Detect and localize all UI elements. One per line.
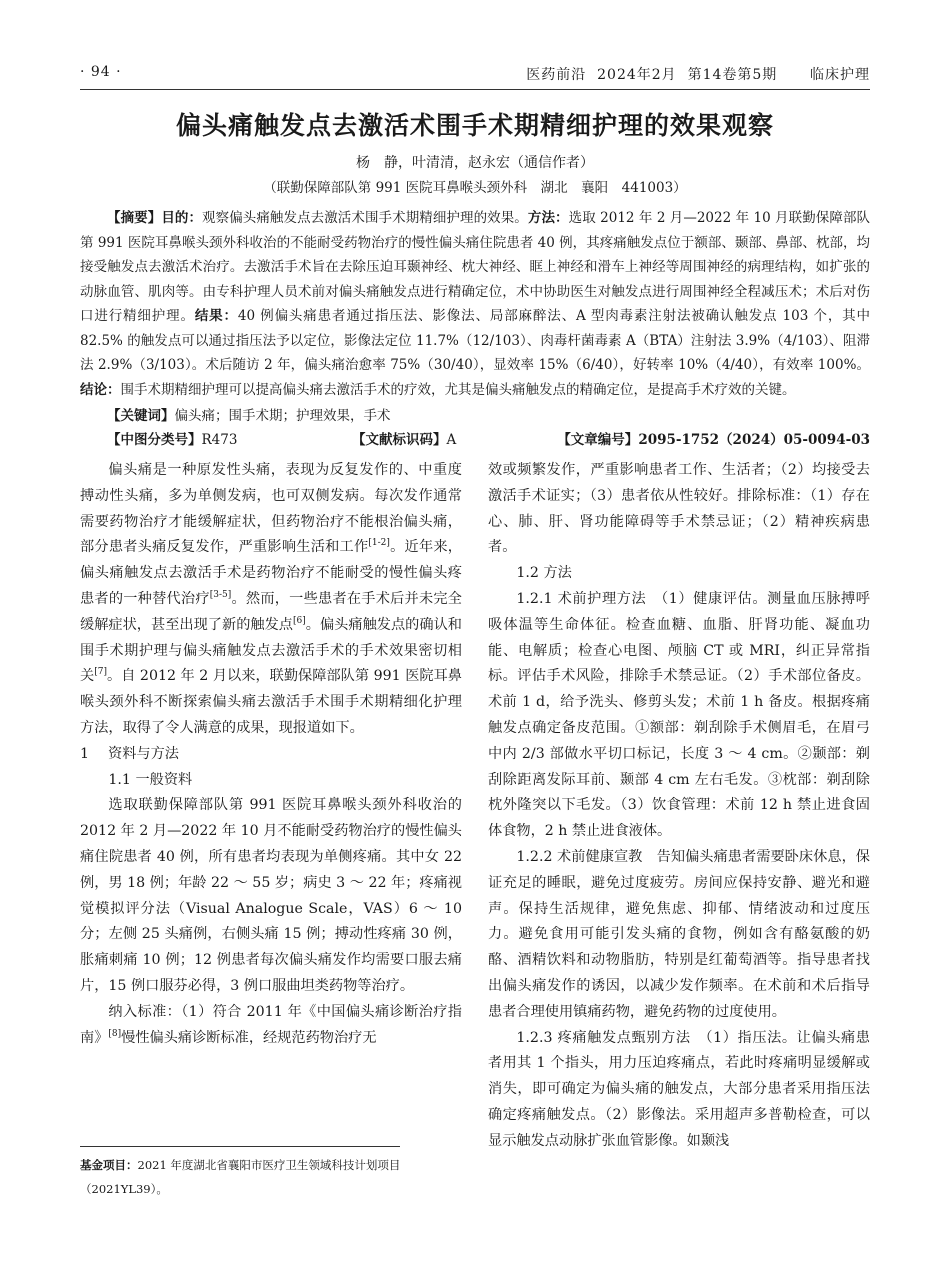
article-value: 2095-1752（2024）05-0094-03 [638, 432, 870, 448]
abstract-purpose-label: 目的： [161, 210, 203, 226]
running-header [80, 62, 870, 86]
doc-value: A [446, 432, 457, 448]
journal-info: 医药前沿 2024年2月 第14卷第5期 临床护理 [526, 67, 870, 83]
section-heading: 1 资料与方法 [80, 745, 179, 762]
abstract-result-label: 结果： [194, 308, 238, 324]
abstract-result: 40 例偏头痛患者通过指压法、影像法、局部麻醉法、A 型肉毒素注射法被确认触发点 103 个，其中 82.5% 的触发点可以通过指压法予以定位，影像法定位 11.7%（12/103）、肉毒杆菌毒素 A（BTA）注射法 3.9%（4/103）、阻滞法 2.9%（3/103）。术后随访 2 年，偏头痛治愈率 75%（30/40），显效率 15%（6/40），好转率 10%（4/40），有效率 100%。 [80, 308, 871, 373]
subsection-heading: 1.1 一般资料 [108, 771, 193, 788]
article-number [557, 429, 870, 451]
subsection-heading: 1.2 方法 [516, 565, 572, 582]
funding-footnote [80, 1153, 465, 1201]
abstract-block [80, 206, 870, 402]
keywords-line [80, 405, 870, 427]
clc-number [107, 429, 237, 451]
footnote-text: 2021 年度湖北省襄阳市医疗卫生领域科技计划项目（2021YL39）。 [80, 1158, 401, 1196]
clc-value: R473 [201, 432, 238, 448]
preop-education-paragraph: 1.2.2 术前健康宣教 告知偏头痛患者需要卧床休息，保证充足的睡眠，避免过度疲劳。房间应保持安静、避光和避声。保持生活规律，避免焦虑、抑郁、情绪波动和过度压力。避免食用可能引发头痛的食物，例如含有酪氨酸的奶酪、酒精饮料和动物脂肪，特别是红葡萄酒等。指导患者找出偏头痛发作的诱因，以减少发作频率。在术前和术后指导患者合理使用镇痛药物，避免药物的过度使用。 [488, 848, 870, 1020]
keywords-label: 【关键词】 [107, 408, 175, 424]
article-label: 【文章编号】 [557, 432, 639, 448]
abstract-method: 选取 2012 年 2 月—2022 年 10 月联勤保障部队第 991 医院耳鼻喉头颈外科收治的不能耐受药物治疗的慢性偏头痛住院患者 40 例，其疼痛触发点位于额部、颞部、鼻部、枕部，均接受触发点去激活术治疗。去激活手术旨在去除压迫耳颞神经、枕大神经、眶上神经和滑车上神经等周围神经的病理结构，如扩张的动脉血管、肌肉等。由专科护理人员术前对偏头痛触发点进行精确定位，术中协助医生对触发点进行周围神经全程减压术；术后对伤口进行精细护理。 [80, 210, 871, 324]
citation: [8] [108, 1028, 122, 1039]
general-info-paragraph: 选取联勤保障部队第 991 医院耳鼻喉头颈外科收治的 2012 年 2 月—2022 年 10 月不能耐受药物治疗的慢性偏头痛住院患者 40 例，所有患者均表现为单侧疼痛。其中女 22 例，男 18 例；年龄 22 ～ 55 岁；病史 3 ～ 22 年；疼痛视觉模拟评分法（Visual Analogue Scale，VAS）6 ～ 10 分；左侧 25 头痛例，右侧头痛 15 例；搏动性疼痛 30 例，胀痛刺痛 10 例；12 例患者每次偏头痛发作均需要口服去痛片，15 例口服芬必得，3 例口服曲坦类药物等治疗。 [80, 797, 462, 994]
body-right-column [488, 458, 870, 1155]
doc-label: 【文献标识码】 [352, 432, 447, 448]
abstract-label: 【摘要】 [107, 210, 162, 226]
footnote-divider [80, 1146, 400, 1147]
footnote-label: 基金项目： [80, 1158, 138, 1172]
page-number: · 94 · [80, 64, 122, 80]
intro-paragraph: 偏头痛是一种原发性头痛，表现为反复发作的、中重度搏动性头痛，多为单侧发病，也可双侧发病。每次发作通常需要药物治疗才能缓解症状，但药物治疗不能根治偏头痛，部分患者头痛反复发作，严重影响生活和工作[1-2]。近年来，偏头痛触发点去激活手术是药物治疗不能耐受的慢性偏头疼患者的一种替代治疗[3-5]。然而，一些患者在手术后并未完全缓解症状，甚至出现了新的触发点[6]。偏头痛触发点的确认和围手术期护理与偏头痛触发点去激活手术的手术效果密切相关[7]。自 2012 年 2 月以来，联勤保障部队第 991 医院耳鼻喉头颈外科不断探索偏头痛去激活手术围手术期精细化护理方法，取得了令人满意的成果，现报道如下。 [80, 462, 462, 736]
classification-row [80, 429, 870, 451]
article-authors: 杨 静，叶清清，赵永宏（通信作者） [356, 155, 594, 171]
abstract-conclusion: 围手术期精细护理可以提高偏头痛去激活手术的疗效，尤其是偏头痛触发点的精确定位，是提高手术疗效的关键。 [120, 381, 796, 398]
citation: [1-2] [368, 538, 390, 549]
citation: [3-5] [209, 589, 232, 600]
citation: [6] [293, 615, 306, 626]
article-title: 偏头痛触发点去激活术围手术期精细护理的效果观察 [175, 111, 774, 140]
preop-care-paragraph: 1.2.1 术前护理方法 （1）健康评估。测量血压脉搏呼吸体温等生命体征。检查血糖、血脂、肝肾功能、凝血功能、电解质；检查心电图、颅脑 CT 或 MRI，纠正异常指标。评估手术风险，排除手术禁忌证。（2）手术部位备皮。术前 1 d，给予洗头、修剪头发；术前 1 h 备皮。根据疼痛触发点确定备皮范围。①额部：剃刮除手术侧眉毛，在眉弓中内 2/3 部做水平切口标记，长度 3 ～ 4 cm。②颞部：剃刮除距离发际耳前、颞部 4 cm 左右毛发。③枕部：剃刮除枕外隆突以下毛发。（3）饮食管理：术前 12 h 禁止进食固体食物，2 h 禁止进食液体。 [488, 590, 870, 840]
header-divider [80, 89, 870, 90]
body-left-column [80, 458, 462, 1051]
abstract-conclusion-label: 结论： [80, 381, 121, 398]
abstract-method-label: 方法： [527, 210, 569, 226]
citation: [7] [94, 667, 107, 678]
abstract-purpose: 观察偏头痛触发点去激活术围手术期精细护理的效果。 [202, 210, 528, 226]
inclusion-paragraph: 纳入标准：（1）符合 2011 年《中国偏头痛诊断治疗指南》[8]慢性偏头痛诊断标准，经规范药物治疗无 [80, 1003, 462, 1046]
inclusion-continued: 效或频繁发作，严重影响患者工作、生活者；（2）均接受去激活手术证实；（3）患者依从性较好。排除标准：（1）存在心、肺、肝、肾功能障碍等手术禁忌证；（2）精神疾病患者。 [488, 462, 870, 556]
clc-label: 【中图分类号】 [107, 432, 202, 448]
trigger-identification-paragraph: 1.2.3 疼痛触发点甄别方法 （1）指压法。让偏头痛患者用其 1 个指头，用力压迫疼痛点，若此时疼痛明显缓解或消失，即可确定为偏头痛的触发点，大部分患者采用指压法确定疼痛触发点。（2）影像法。采用超声多普勒检查，可以显示触发点动脉扩张血管影像。如颞浅 [488, 1029, 870, 1149]
keywords-text: 偏头痛；围手术期；护理效果，手术 [174, 408, 391, 424]
article-affiliation: （联勤保障部队第 991 医院耳鼻喉头颈外科 湖北 襄阳 441003） [263, 180, 687, 196]
document-code [352, 429, 456, 451]
